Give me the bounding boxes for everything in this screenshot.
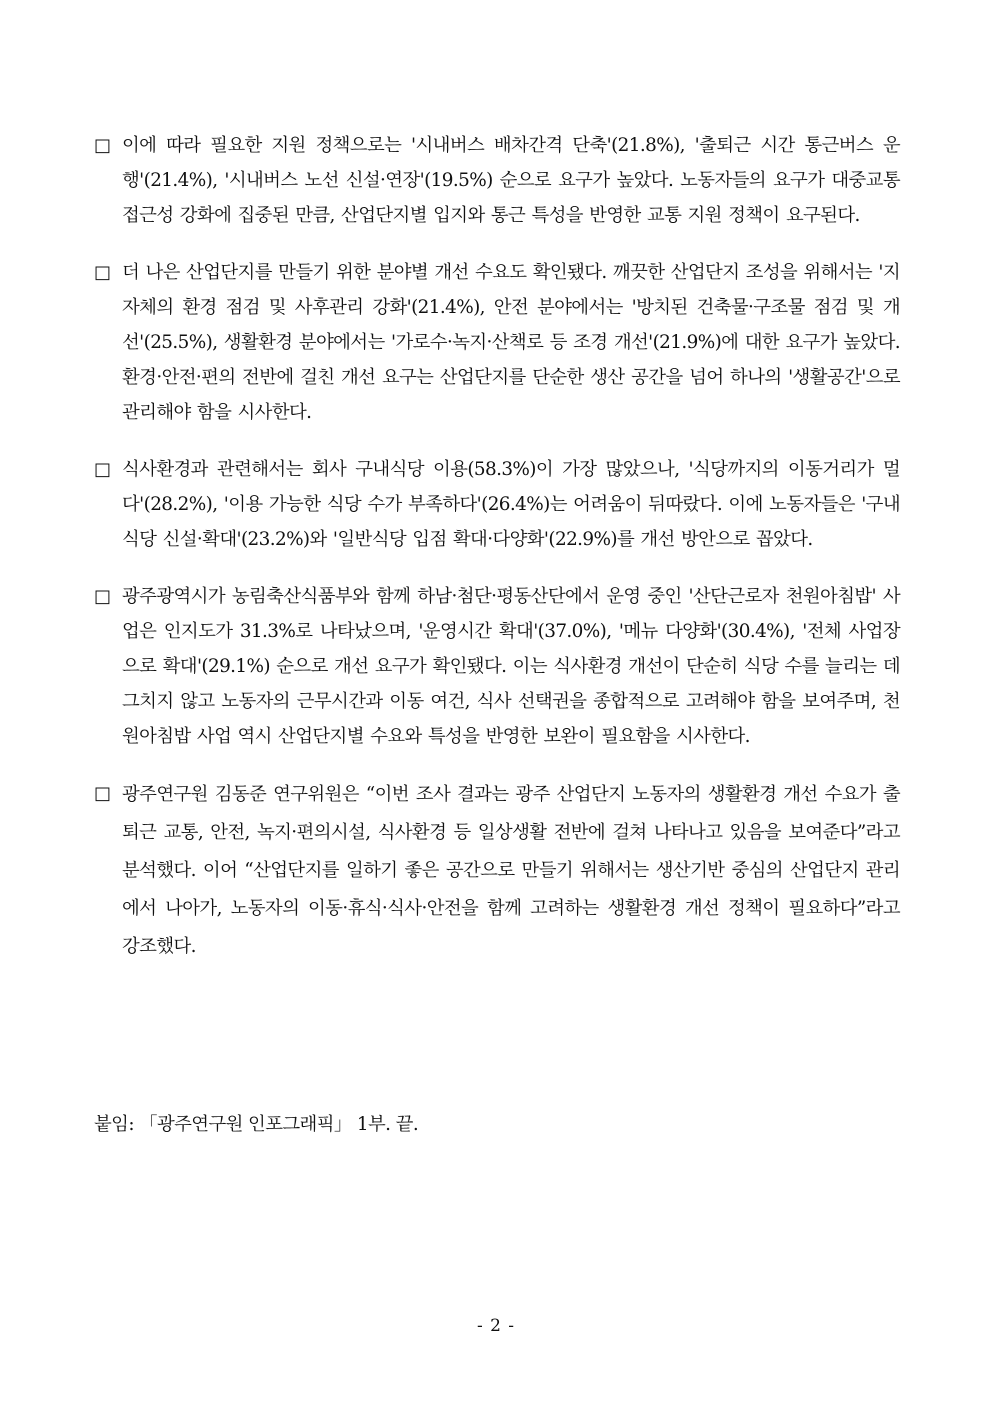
paragraph-meal-environment bbox=[94, 452, 900, 557]
paragraph-improvement-demand bbox=[94, 255, 900, 430]
checkbox-bullet-icon: □ bbox=[94, 586, 111, 607]
paragraph-list bbox=[94, 128, 900, 988]
paragraph-text: 광주광역시가 농림축산식품부와 함께 하남·첨단·평동산단에서 운영 중인 '산단근로자 천원아침밥' 사업은 인지도가 31.3%로 나타났으며, '운영시간 확대'(37.0%), '메뉴 다양화'(30.4%), '전체 사업장으로 확대'(29.1%) 순으로 개선 요구가 확인됐다. 이는 식사환경 개선이 단순히 식당 수를 늘리는 데 그치지 않고 노동자의 근무시간과 이동 여건, 식사 선택권을 종합적으로 고려해야 함을 보여주며, 천원아침밥 사업 역시 산업단지별 수요와 특성을 반영한 보완이 필요함을 시사한다. bbox=[122, 586, 900, 747]
checkbox-bullet-icon: □ bbox=[94, 262, 111, 283]
checkbox-bullet-icon: □ bbox=[94, 135, 111, 156]
paragraph-text: 식사환경과 관련해서는 회사 구내식당 이용(58.3%)이 가장 많았으나, '식당까지의 이동거리가 멀다'(28.2%), '이용 가능한 식당 수가 부족하다'(26.4%)는 어려움이 뒤따랐다. 이에 노동자들은 '구내식당 신설·확대'(23.2%)와 '일반식당 입점 확대·다양화'(22.9%)를 개선 방안으로 꼽았다. bbox=[122, 459, 900, 550]
checkbox-bullet-icon: □ bbox=[94, 783, 111, 804]
attachment-note: 붙임: 「광주연구원 인포그래픽」 1부. 끝. bbox=[94, 1114, 419, 1135]
paragraph-text: 이에 따라 필요한 지원 정책으로는 '시내버스 배차간격 단축'(21.8%), '출퇴근 시간 통근버스 운행'(21.4%), '시내버스 노선 신설·연장'(19.5%) 순으로 요구가 높았다. 노동자들의 요구가 대중교통 접근성 강화에 집중된 만큼, 산업단지별 입지와 통근 특성을 반영한 교통 지원 정책이 요구된다. bbox=[122, 135, 900, 226]
paragraph-researcher-quote bbox=[94, 776, 900, 966]
checkbox-bullet-icon: □ bbox=[94, 459, 111, 480]
paragraph-text: 광주연구원 김동준 연구위원은 “이번 조사 결과는 광주 산업단지 노동자의 생활환경 개선 수요가 출퇴근 교통, 안전, 녹지·편의시설, 식사환경 등 일상생활 전반에 걸쳐 나타나고 있음을 보여준다”라고 분석했다. 이어 “산업단지를 일하기 좋은 공간으로 만들기 위해서는 생산기반 중심의 산업단지 관리에서 나아가, 노동자의 이동·휴식·식사·안전을 함께 고려하는 생활환경 개선 정책이 필요하다”라고 강조했다. bbox=[122, 784, 900, 957]
paragraph-transport-policy bbox=[94, 128, 900, 233]
page-number: - 2 - bbox=[476, 1316, 516, 1336]
paragraph-breakfast-program bbox=[94, 579, 900, 754]
paragraph-text: 더 나은 산업단지를 만들기 위한 분야별 개선 수요도 확인됐다. 깨끗한 산업단지 조성을 위해서는 '지자체의 환경 점검 및 사후관리 강화'(21.4%), 안전 분야에서는 '방치된 건축물·구조물 점검 및 개선'(25.5%), 생활환경 분야에서는 '가로수·녹지·산책로 등 조경 개선'(21.9%)에 대한 요구가 높았다. 환경·안전·편의 전반에 걸친 개선 요구는 산업단지를 단순한 생산 공간을 넘어 하나의 '생활공간'으로 관리해야 함을 시사한다. bbox=[122, 262, 900, 423]
